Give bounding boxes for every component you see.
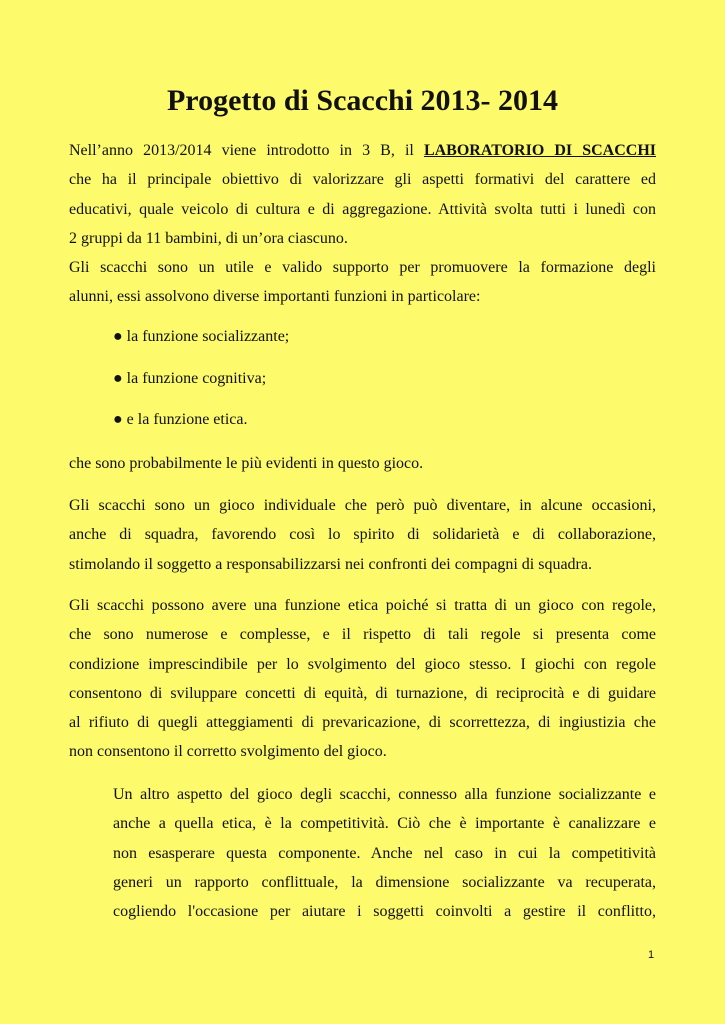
paragraph-indented	[113, 780, 656, 926]
paragraph-line	[69, 136, 656, 165]
paragraph-line: non consentono il corretto svolgimento del gioco.	[69, 743, 387, 761]
paragraph-line: che ha il principale obiettivo di valorizzare gli aspetti formativi del carattere ed	[69, 171, 656, 189]
paragraph	[69, 591, 656, 767]
paragraph-line: Gli scacchi sono un utile e valido supporto per promuovere la formazione degli	[69, 259, 656, 277]
paragraph-line: cogliendo l'occasione per aiutare i soggetti coinvolti a gestire il conflitto,	[113, 903, 656, 921]
paragraph	[69, 491, 656, 579]
paragraph-line: che sono numerose e complesse, e il rispetto di tali regole si presenta come	[69, 626, 656, 644]
paragraph-line: Gli scacchi possono avere una funzione etica poiché si tratta di un gioco con regole,	[69, 597, 656, 614]
paragraph-line: Un altro aspetto del gioco degli scacchi, connesso alla funzione socializzante e	[113, 786, 656, 803]
paragraph	[69, 449, 656, 478]
bullet-item: ● la funzione socializzante;	[113, 328, 290, 345]
paragraph-intro	[69, 136, 656, 312]
paragraph-line: anche di squadra, favorendo così lo spirito di solidarietà e di collaborazione,	[69, 526, 656, 544]
paragraph-line: al rifiuto di quegli atteggiamenti di prevaricazione, di scorrettezza, di ingiustizia che	[69, 714, 656, 732]
paragraph-line: alunni, essi assolvono diverse importanti funzioni in particolare:	[69, 288, 481, 306]
paragraph-line: stimolando il soggetto a responsabilizzarsi nei confronti dei compagni di squadra.	[69, 555, 592, 573]
bullet-item: ● la funzione cognitiva;	[113, 370, 267, 387]
bullet-item: ● e la funzione etica.	[113, 411, 248, 428]
text: Nell’anno 2013/2014 viene introdotto in 3 B, il	[69, 142, 424, 159]
paragraph-line: 2 gruppi da 11 bambini, di un’ora ciascuno.	[69, 229, 348, 247]
paragraph-line: consentono di sviluppare concetti di equità, di turnazione, di reciprocità e di guidare	[69, 684, 656, 702]
paragraph-line: educativi, quale veicolo di cultura e di aggregazione. Attività svolta tutti i lunedì con	[69, 200, 656, 218]
paragraph-line: non esasperare questa componente. Anche nel caso in cui la competitività	[113, 844, 656, 862]
document-title: Progetto di Scacchi 2013- 2014	[166, 84, 559, 117]
paragraph-line: Gli scacchi sono un gioco individuale che però può diventare, in alcune occasioni,	[69, 497, 656, 514]
paragraph-line: condizione imprescindibile per lo svolgimento del gioco stesso. I giochi con regole	[69, 655, 656, 673]
paragraph-line: generi un rapporto conflittuale, la dimensione socializzante va recuperata,	[113, 873, 656, 891]
lab-title: LABORATORIO DI SCACCHI	[423, 142, 657, 159]
paragraph-line: che sono probabilmente le più evidenti in questo gioco.	[69, 455, 424, 472]
page-number: 1	[648, 949, 655, 961]
paragraph-line: anche a quella etica, è la competitività. Ciò che è importante è canalizzare e	[113, 815, 656, 833]
